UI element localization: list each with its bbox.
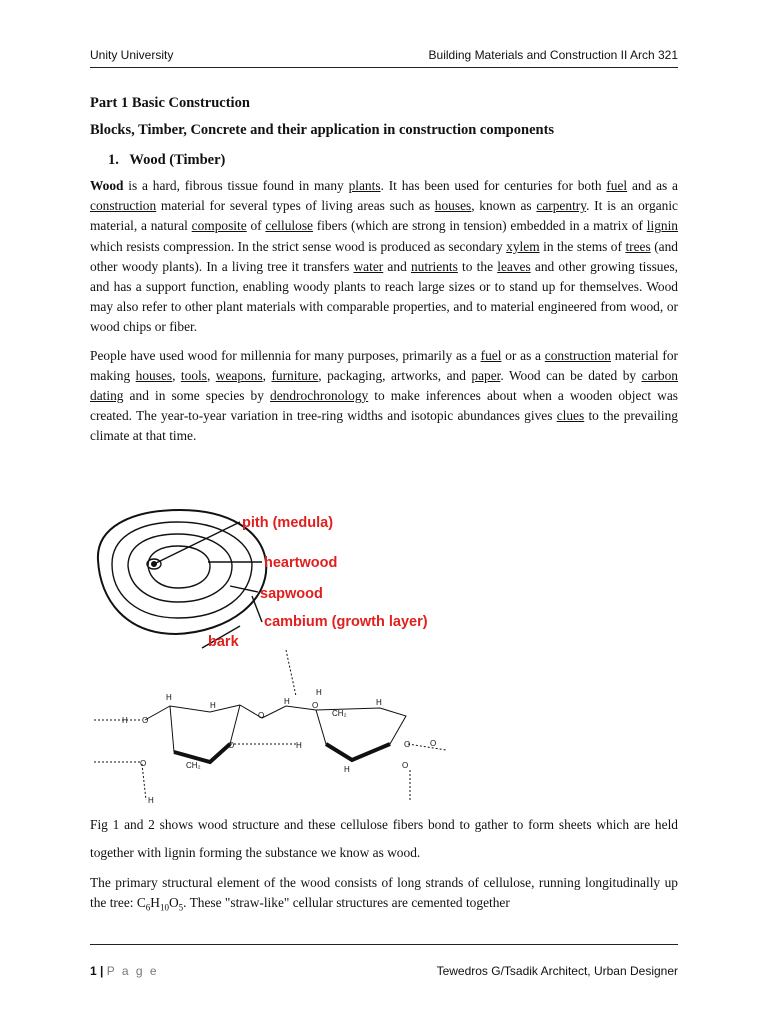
atom-o-8: O: [140, 759, 147, 768]
hbond-top: [286, 650, 296, 696]
link-construction[interactable]: construction: [90, 198, 157, 214]
atom-h-8: H: [344, 765, 350, 774]
ring-left-bold: [174, 744, 230, 762]
paragraph-cellulose: The primary structural element of the wood consists of long strands of cellulose, running longitudinally up the tree: $C_6H_{10}O_5$. These "straw-like" cellular structures are cemented together: [90, 874, 678, 913]
link-clues[interactable]: clues: [556, 408, 585, 424]
cellulose-molecule-diagram: [94, 650, 446, 805]
hbond-right: [408, 744, 446, 750]
link-leaves[interactable]: leaves: [497, 258, 531, 274]
link-weapons[interactable]: weapons: [215, 367, 263, 383]
atom-h-4: H: [284, 697, 290, 706]
link-composite[interactable]: composite: [191, 218, 247, 234]
ring-right-bold: [326, 744, 390, 760]
link-construction-2[interactable]: construction: [544, 347, 611, 363]
link-water[interactable]: water: [353, 258, 384, 274]
figure-caption: Fig 1 and 2 shows wood structure and these cellulose fibers bond to gather to form sheets which are held together with lignin forming the substance we know as wood.: [90, 816, 678, 860]
atom-h-5: H: [296, 741, 302, 750]
atom-h-7: H: [376, 698, 382, 707]
ring-left-top: [145, 705, 240, 720]
atom-ch2: CH₂: [186, 761, 201, 770]
atom-h-6: H: [316, 688, 322, 697]
page-footer: [90, 946, 678, 978]
paragraph-wood-uses: People have used wood for millennia for many purposes, primarily as a fuel or as a construction material for making houses, tools, weapons, furniture, packaging, artworks, and paper. Wood can be dated by carbon dating and in some species by dendrochronology to make inferences about when a wooden object was created. The year-to-year variation in tree-ring widths and isotopic abundances gives clues to the prevailing climate at that time.: [90, 347, 678, 444]
link-cellulose[interactable]: cellulose: [265, 218, 313, 234]
atom-o-1: O: [142, 716, 149, 725]
link-xylem[interactable]: xylem: [506, 238, 540, 254]
term-wood: Wood: [90, 178, 124, 193]
atom-h-2: H: [166, 693, 172, 702]
heartwood-ring: [128, 534, 232, 602]
link-carpentry[interactable]: carpentry: [536, 198, 587, 214]
link-lignin[interactable]: lignin: [646, 218, 678, 234]
link-nutrients[interactable]: nutrients: [410, 258, 458, 274]
label-sapwood: sapwood: [260, 586, 323, 602]
footer-page-word: P a g e: [106, 964, 159, 978]
label-heartwood: heartwood: [264, 555, 338, 571]
pointer-pith: [156, 522, 240, 563]
atom-ch2-2: CH₂: [332, 709, 347, 718]
header-rule: [90, 67, 678, 68]
atom-h-1: H: [122, 716, 128, 725]
tree-labels: [208, 515, 428, 650]
wood-structure-figure: [90, 500, 450, 820]
subsection-number: 1.: [108, 152, 119, 168]
link-fuel-2[interactable]: fuel: [480, 347, 502, 363]
section-heading: Blocks, Timber, Concrete and their application in construction components: [90, 122, 555, 138]
atom-h-9: H: [148, 796, 154, 805]
footer-page-number: 1 | P a g e: [90, 964, 159, 978]
link-houses[interactable]: houses: [434, 198, 472, 214]
link-paper[interactable]: paper: [471, 367, 501, 383]
link-fuel[interactable]: fuel: [606, 178, 628, 193]
atom-o-5: O: [404, 740, 411, 749]
link-houses-2[interactable]: houses: [135, 367, 173, 383]
atom-o-7: O: [430, 739, 437, 748]
subsection-heading: [90, 152, 678, 169]
ring-right: [316, 708, 406, 760]
sapwood-ring: [112, 522, 252, 618]
link-dendrochronology[interactable]: dendrochronology: [270, 388, 369, 404]
footer-author: Tewedros G/Tsadik Architect, Urban Designer: [436, 964, 678, 978]
ring-middle: [240, 705, 316, 718]
pith-center: [152, 562, 157, 567]
page-header: [90, 48, 678, 66]
link-plants[interactable]: plants: [348, 178, 381, 193]
hbond-left-bottom: [94, 762, 146, 800]
label-cambium: cambium (growth layer): [264, 614, 428, 630]
atom-o-2: O: [258, 711, 265, 720]
paragraph-wood-definition: Wood is a hard, fibrous tissue found in many plants. It has been used for centuries for both fuel and as a construction material for several types of living areas such as houses, known as carpentry. It is an organic material, a natural composite of cellulose fibers (which are strong in tension) embedded in a matrix of lignin which resists compression. In the strict sense wood is produced as secondary xylem in the stems of trees (and other woody plants). In a living tree it transfers water and nutrients to the leaves and other growing tissues, and has a support function, enabling woody plants to reach large sizes or to stand up for themselves. Wood may also refer to other plant materials with comparable properties, and to material engineered from wood, or wood chips or fiber.: [90, 178, 679, 335]
link-tools[interactable]: tools: [180, 367, 207, 383]
atom-o-4: O: [312, 701, 319, 710]
header-institution: Unity University: [90, 48, 174, 62]
atom-h-3: H: [210, 701, 216, 710]
atom-o-3: O: [228, 741, 235, 750]
header-course: Building Materials and Construction II Arch 321: [428, 48, 678, 62]
label-bark: bark: [208, 634, 239, 650]
label-pith: pith (medula): [242, 515, 334, 531]
part-heading: Part 1 Basic Construction: [90, 95, 250, 111]
subsection-title: Wood (Timber): [129, 152, 226, 168]
link-trees[interactable]: trees: [625, 238, 651, 254]
atom-o-6: O: [402, 761, 409, 770]
footer-rule: [90, 944, 678, 945]
link-carbon-dating[interactable]: carbon dating: [90, 367, 678, 404]
link-furniture[interactable]: furniture: [271, 367, 319, 383]
